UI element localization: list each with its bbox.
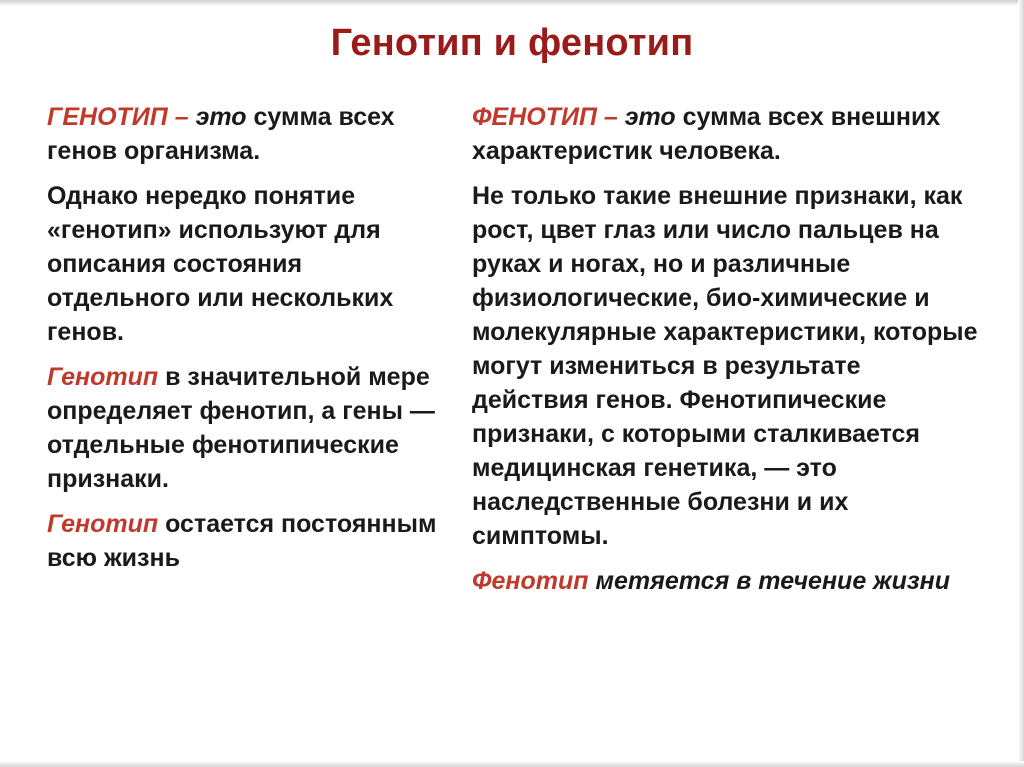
genotype-term: Генотип: [47, 363, 159, 391]
phenotype-column: [472, 100, 982, 609]
genotype-phenotype-paragraph: [47, 360, 442, 496]
phenotype-term: ФЕНОТИП: [472, 103, 597, 131]
phenotype-definition: [472, 100, 982, 168]
genotype-column: [47, 100, 442, 586]
definition-dash: –: [167, 103, 196, 131]
phenotype-examples-paragraph: Не только такие внешние признаки, как рост, цвет глаз или число пальцев на руках и ногах, но и различные физиологические, био-химические и молекулярные характеристики, которые могут измениться в результате действия генов. Фенотипические признаки, с которыми сталкивается медицинская генетика, — это наследственные болезни и их симптомы.: [472, 182, 978, 550]
phenotype-changes-text: метяется в течение жизни: [588, 567, 950, 595]
definition-eto: это: [195, 103, 247, 131]
phenotype-definition-text: сумма всех внешних характеристик человека.: [472, 103, 941, 165]
slide-top-edge: [0, 0, 1024, 6]
genotype-usage-paragraph: Однако нередко понятие «генотип» используют для описания состояния отдельного или нескольких генов.: [47, 182, 394, 346]
genotype-phenotype-text: в значительной мере определяет фенотип, а гены — отдельные фенотипические признаки.: [47, 363, 435, 493]
genotype-definition-text: сумма всех генов организма.: [47, 103, 395, 165]
phenotype-changes-paragraph: [472, 564, 982, 598]
definition-eto: это: [624, 103, 676, 131]
slide-title: Генотип и фенотип: [330, 22, 694, 64]
definition-dash: –: [596, 103, 625, 131]
genotype-definition: [47, 100, 442, 168]
phenotype-term: Фенотип: [472, 567, 589, 595]
genotype-term: ГЕНОТИП: [47, 103, 168, 131]
genotype-constant-text: остается постоянным всю жизнь: [47, 510, 437, 572]
genotype-constant-paragraph: [47, 507, 442, 575]
slide-bottom-edge: [0, 761, 1024, 767]
slide-right-edge: [1018, 0, 1024, 767]
genotype-term: Генотип: [47, 510, 159, 538]
